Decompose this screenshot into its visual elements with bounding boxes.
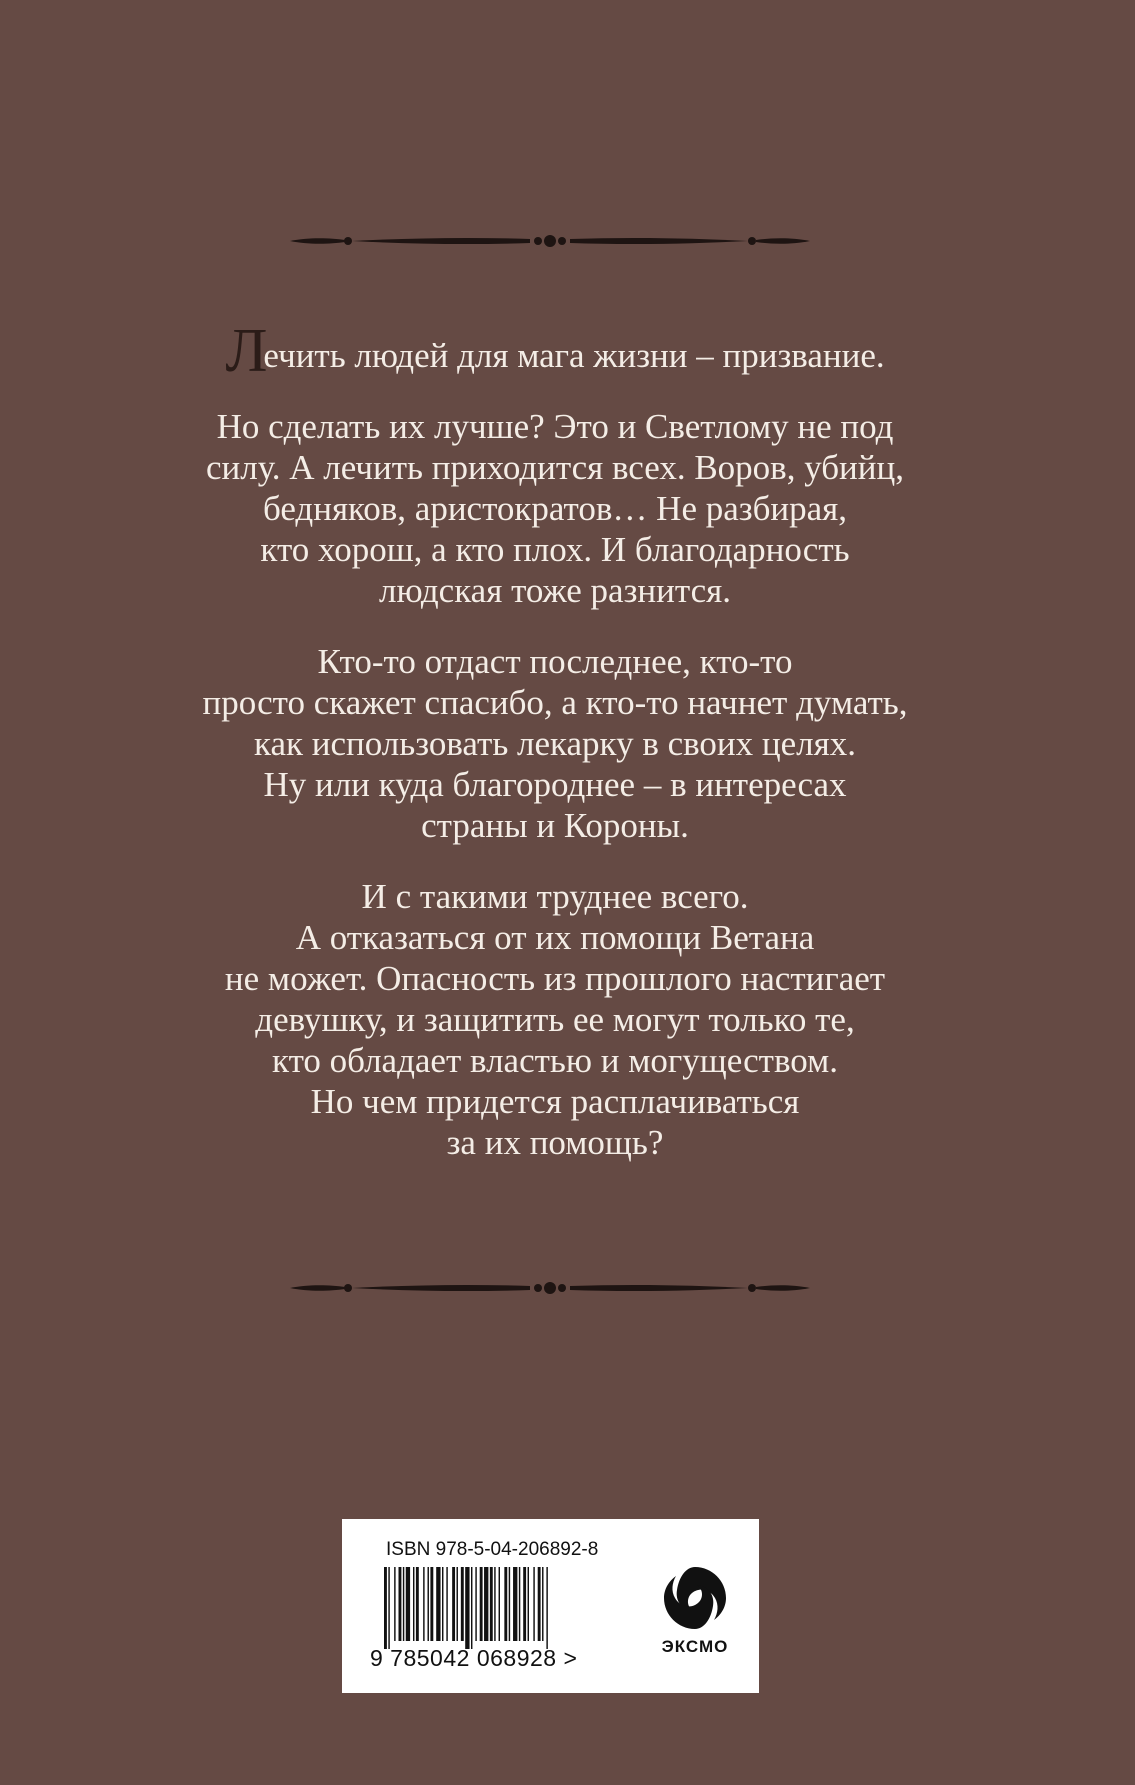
barcode-panel <box>342 1519 759 1693</box>
text-line: девушку, и защитить ее могут только те, <box>255 1000 855 1039</box>
text-line: просто скажет спасибо, а кто-то начнет думать, <box>202 683 908 722</box>
isbn-label: ISBN 978-5-04-206892-8 <box>386 1539 599 1560</box>
text-line: И с такими труднее всего. <box>361 877 749 916</box>
text-line: не может. Опасность из прошлого настигает <box>224 959 886 998</box>
barcode-bars <box>384 1567 614 1649</box>
blurb-paragraph-1 <box>0 317 1110 385</box>
blurb-paragraph-2 <box>0 406 1110 611</box>
text-line: кто хорош, а кто плох. И благодарность <box>260 530 850 569</box>
text-line: бедняков, аристократов… Не разбирая, <box>262 489 848 528</box>
text-line: кто обладает властью и могуществом. <box>272 1041 838 1080</box>
bottom-divider-ornament <box>290 1276 810 1300</box>
text-line: Ну или куда благороднее – в интересах <box>263 765 847 804</box>
blurb-text <box>0 317 1110 1193</box>
blurb-paragraph-4 <box>0 876 1110 1163</box>
barcode-digits: 9 785042 068928 > <box>370 1645 578 1671</box>
blurb-paragraph-3 <box>0 641 1110 846</box>
blurb-first-line-text: ечить людей для мага жизни – призвание. <box>263 336 885 375</box>
top-divider-ornament <box>290 229 810 253</box>
text-line: людская тоже разнится. <box>379 571 731 610</box>
blurb-first-line <box>0 317 1110 385</box>
text-line: А отказаться от их помощи Ветана <box>295 918 815 957</box>
dropcap-letter: Л <box>225 317 268 385</box>
text-line: Но чем придется расплачиваться <box>310 1082 800 1121</box>
text-line: Кто-то отдаст последнее, кто-то <box>317 642 793 681</box>
eksmo-swirl-icon <box>660 1563 730 1633</box>
text-line: как использовать лекарку в своих целях. <box>254 724 856 763</box>
text-line: страны и Короны. <box>421 806 689 845</box>
text-line: силу. А лечить приходится всех. Воров, убийц, <box>205 448 904 487</box>
publisher-name: ЭКСМО <box>661 1637 729 1656</box>
text-line: за их помощь? <box>446 1123 664 1162</box>
text-line: Но сделать их лучше? Это и Светлому не под <box>216 407 894 446</box>
